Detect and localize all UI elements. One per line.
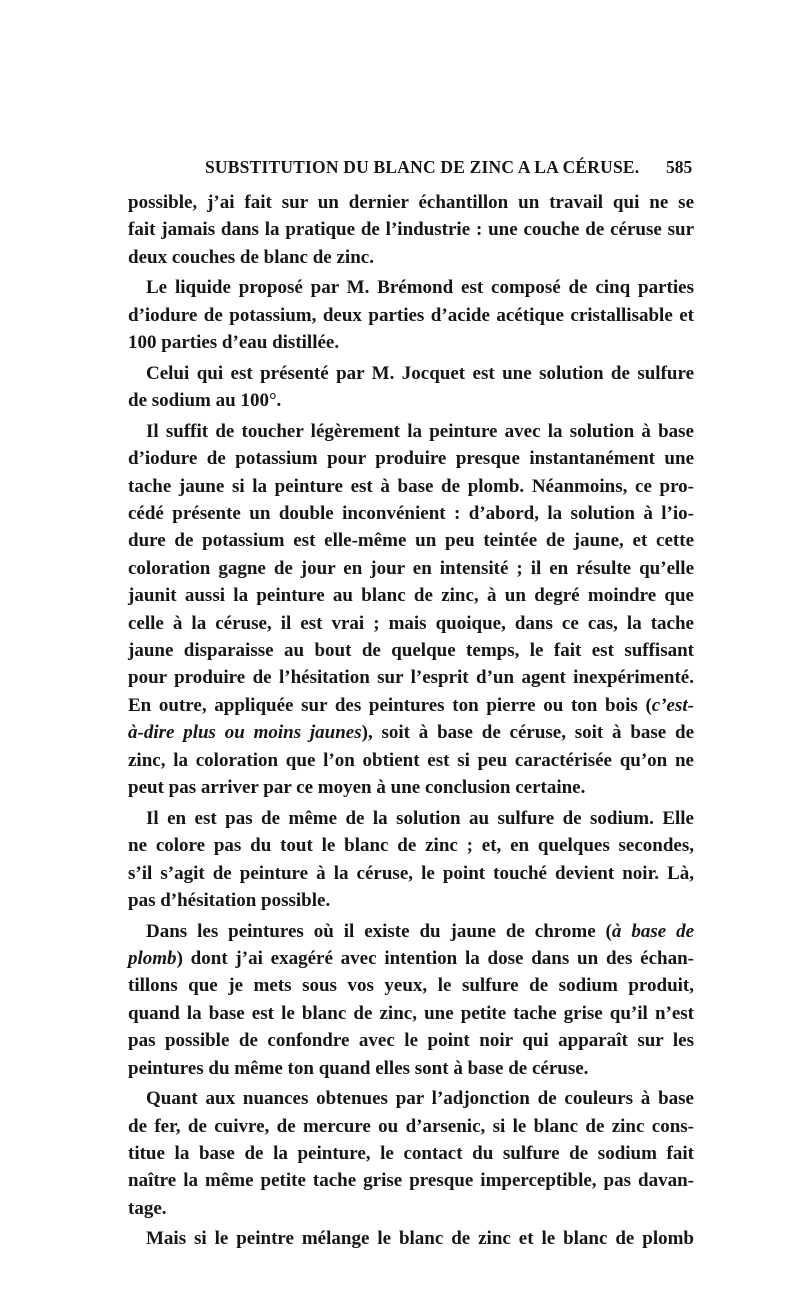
paragraph <box>128 805 694 915</box>
text-line: Il suffit de toucher légèrement la peinture avec la solution à base <box>146 420 694 442</box>
text-line: d’iodure de potassium, deux parties d’acide acétique cristallisable et <box>128 304 694 326</box>
text-line: d’iodure de potassium pour produire presque instantanément une <box>128 448 694 470</box>
paragraph <box>128 418 694 802</box>
text-line-mixed <box>128 719 694 746</box>
text-line: celle à la céruse, il est vrai ; mais quoique, dans ce cas, la tache <box>128 612 694 634</box>
paragraph <box>128 1225 694 1252</box>
text-line: peintures du même ton quand elles sont à base de céruse. <box>128 1057 589 1079</box>
text-line: pour produire de l’hésitation sur l’esprit d’un agent inexpérimenté. <box>128 667 694 689</box>
text-line-mixed <box>128 945 694 972</box>
italic-run: c’est- <box>651 694 694 716</box>
italic-run: à base de <box>611 920 694 942</box>
page-number: 585 <box>666 157 693 177</box>
text-line: naître la même petite tache grise presque imperceptible, pas davan- <box>128 1170 694 1192</box>
text-line-mixed <box>128 918 694 945</box>
paragraph <box>128 189 694 271</box>
text-line: zinc, la coloration que l’on obtient est si peu caractérisée qu’on ne <box>128 749 694 771</box>
running-title: SUBSTITUTION DU BLANC DE ZINC A LA CÉRUSE. <box>205 157 640 177</box>
text-line: tage. <box>128 1197 167 1219</box>
text-line: Celui qui est présenté par M. Jocquet est une solution de sulfure <box>146 362 694 384</box>
body-text <box>128 189 694 1256</box>
text-line: tache jaune si la peinture est à base de plomb. Néanmoins, ce pro- <box>128 475 694 497</box>
text-line: Quant aux nuances obtenues par l’adjonction de couleurs à base <box>146 1088 694 1110</box>
paragraph <box>128 918 694 1082</box>
text-line: cédé présente un double inconvénient : d’abord, la solution à l’io- <box>128 503 694 525</box>
italic-run: à-dire plus ou moins jaunes <box>128 722 362 744</box>
text-line: de fer, de cuivre, de mercure ou d’arsenic, si le blanc de zinc cons- <box>128 1115 694 1137</box>
text-line: de sodium au 100°. <box>128 390 282 412</box>
text-run: Dans les peintures où il existe du jaune de chrome ( <box>146 920 612 942</box>
text-line: Il en est pas de même de la solution au sulfure de sodium. Elle <box>146 807 694 829</box>
text-line: jaunit aussi la peinture au blanc de zinc, à un degré moindre que <box>128 585 694 607</box>
text-line: tillons que je mets sous vos yeux, le sulfure de sodium produit, <box>128 975 694 997</box>
page-header <box>0 157 800 181</box>
text-line: s’il s’agit de peinture à la céruse, le point touché devient noir. Là, <box>128 862 694 884</box>
text-line: 100 parties d’eau distillée. <box>128 332 340 354</box>
italic-run: plomb <box>128 947 177 969</box>
text-line-mixed <box>128 692 694 719</box>
text-line: quand la base est le blanc de zinc, une petite tache grise qu’il n’est <box>128 1002 694 1024</box>
text-line: jaune disparaisse au bout de quelque temps, le fait est suffisant <box>128 640 694 662</box>
text-run: ), soit à base de céruse, soit à base de <box>361 722 695 744</box>
paragraph <box>128 360 694 415</box>
text-line: pas possible de confondre avec le point noir qui apparaît sur les <box>128 1030 694 1052</box>
text-line: coloration gagne de jour en jour en intensité ; il en résulte qu’elle <box>128 557 694 579</box>
text-line: fait jamais dans la pratique de l’industrie : une couche de céruse sur <box>128 219 694 241</box>
paragraph <box>128 274 694 356</box>
text-line: Le liquide proposé par M. Brémond est composé de cinq parties <box>146 277 694 299</box>
text-line: titue la base de la peinture, le contact du sulfure de sodium fait <box>128 1142 694 1164</box>
text-run: ) dont j’ai exagéré avec intention la dose dans un des échan- <box>176 947 694 969</box>
text-line: possible, j’ai fait sur un dernier échantillon un travail qui ne se <box>128 192 694 213</box>
text-line: peut pas arriver par ce moyen à une conclusion certaine. <box>128 777 586 799</box>
text-line: deux couches de blanc de zinc. <box>128 246 374 268</box>
text-line: pas d’hésitation possible. <box>128 889 331 911</box>
paragraph <box>128 1085 694 1222</box>
text-line: dure de potassium est elle-même un peu teintée de jaune, et cette <box>128 530 694 552</box>
text-line: Mais si le peintre mélange le blanc de zinc et le blanc de plomb <box>146 1228 694 1250</box>
text-run: En outre, appliquée sur des peintures ton pierre ou ton bois ( <box>128 694 652 716</box>
text-line: ne colore pas du tout le blanc de zinc ; et, en quelques secondes, <box>128 835 694 857</box>
